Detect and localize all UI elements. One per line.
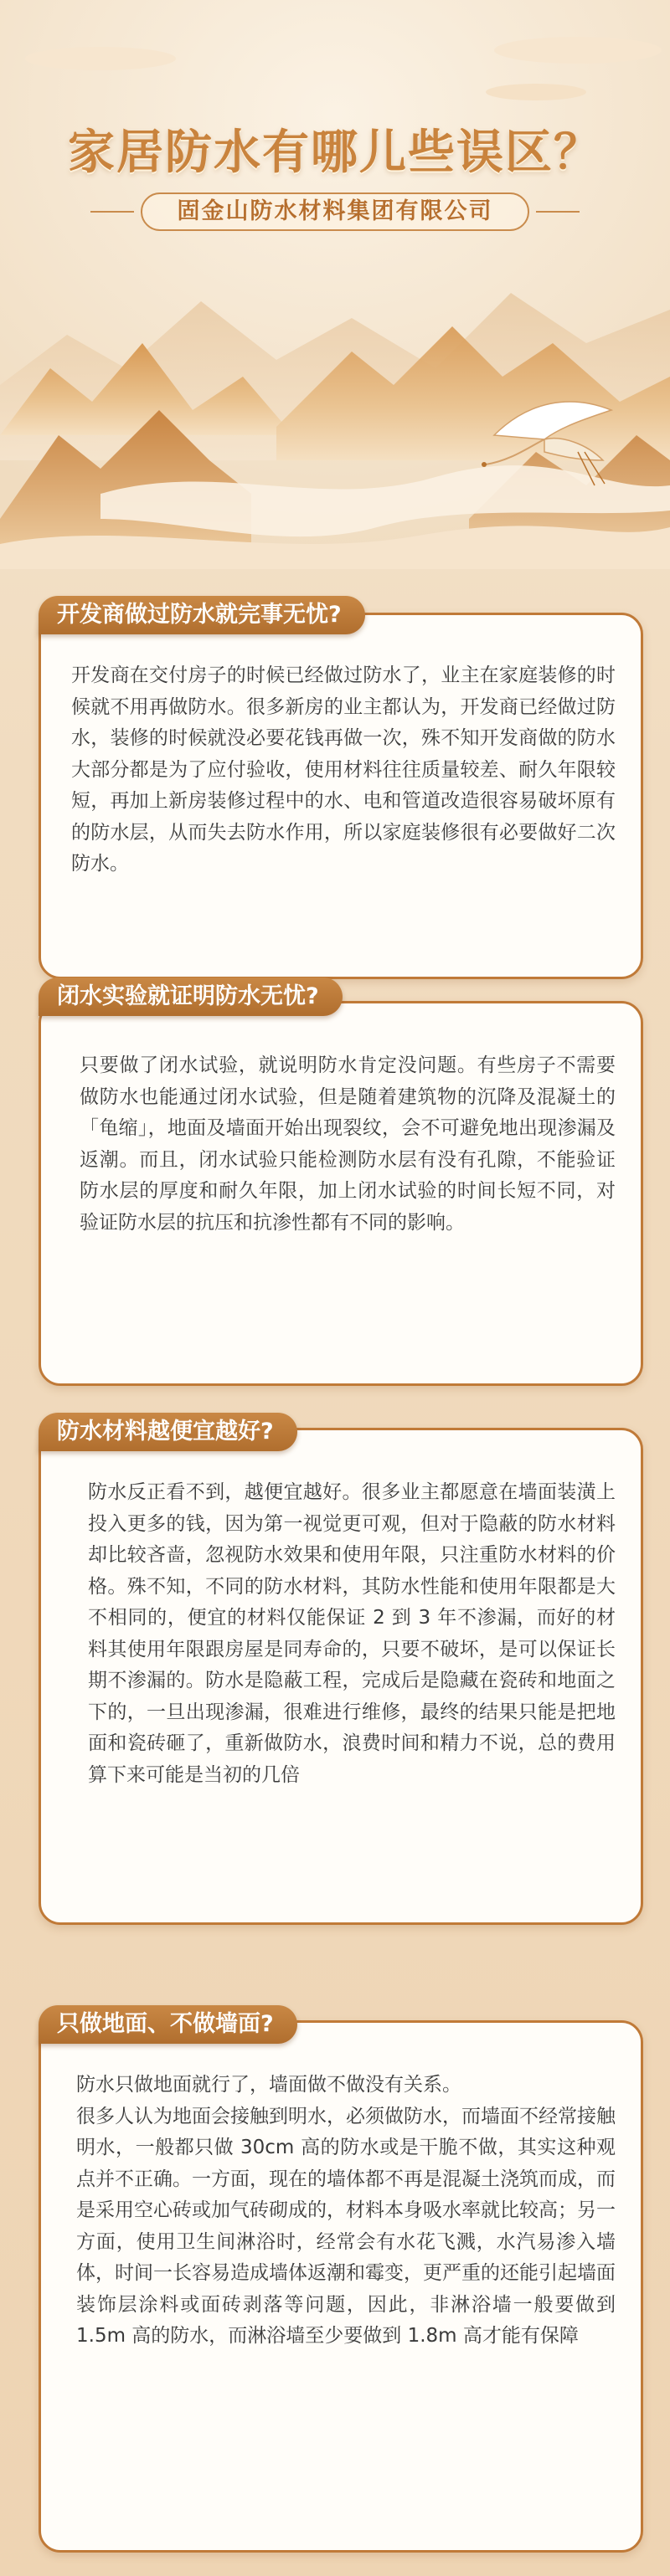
- section-card-3: [39, 1428, 643, 1925]
- section-card-1: [39, 613, 643, 979]
- section-1-body: 开发商在交付房子的时候已经做过防水了，业主在家庭装修的时候就不用再做防水。很多新房的业主都认为，开发商已经做过防水，装修的时候就没必要花钱再做一次，殊不知开发商做的防水大部分都是为了应付验收，使用材料往往质量较差、耐久年限较短，再加上新房装修过程中的水、电和管道改造很容易破坏原有的防水层，从而失去防水作用，所以家庭装修很有必要做好二次防水。: [71, 665, 616, 875]
- section-1-heading: 开发商做过防水就完事无忧?: [39, 596, 365, 634]
- section-4-body: 防水只做地面就行了，墙面做不做没有关系。 很多人认为地面会接触到明水，必须做防水，而墙面不经常接触明水，一般都只做 30cm 高的防水或是干脆不做，其实这种观点并不正确。一方面，现在的墙体都不再是混凝土浇筑而成，而是采用空心砖或加气砖砌成的，材料本身吸水率就比较高；另一方面，使用卫生间淋浴时，经常会有水花飞溅，水汽易渗入墙体，时间一长容易造成墙体返潮和霉变，更严重的还能引起墙面装饰层涂料或面砖剥落等问题，因此，非淋浴墙一般要做到 1.5m 高的防水，而淋浴墙至少要做到 1.8m 高才能有保障: [76, 2074, 616, 2347]
- section-3-body: 防水反正看不到，越便宜越好。很多业主都愿意在墙面装潢上投入更多的钱，因为第一视觉更可观，但对于隐蔽的防水材料却比较吝啬，忽视防水效果和使用年限，只注重防水材料的价格。殊不知，不同的防水材料，其防水性能和使用年限都是大不相同的，便宜的材料仅能保证 2 到 3 年不渗漏，而好的材料其使用年限跟房屋是同寿命的，只要不破坏，是可以保证长期不渗漏的。防水是隐蔽工程，完成后是隐藏在瓷砖和地面之下的，一旦出现渗漏，很难进行维修，最终的结果只能是把地面和瓷砖砸了，重新做防水，浪费时间和精力不说，总的费用算下来可能是当初的几倍: [88, 1481, 616, 1786]
- title-divider-right: [536, 211, 580, 213]
- mountain-landscape-illustration: [0, 243, 670, 569]
- section-4-heading: 只做地面、不做墙面?: [39, 2005, 297, 2044]
- section-card-2: [39, 1001, 643, 1386]
- section-2-heading: 闭水实验就证明防水无忧?: [39, 978, 343, 1016]
- section-card-4: [39, 2020, 643, 2553]
- header: [0, 0, 670, 569]
- title-divider-left: [90, 211, 134, 213]
- section-3-heading: 防水材料越便宜越好?: [39, 1413, 297, 1451]
- page-title: 家居防水有哪儿些误区？: [68, 125, 602, 180]
- company-badge: 固金山防水材料集团有限公司: [141, 192, 529, 231]
- section-2-body: 只要做了闭水试验，就说明防水肯定没问题。有些房子不需要做防水也能通过闭水试验，但是随着建筑物的沉降及混凝土的「龟缩」，地面及墙面开始出现裂纹，会不可避免地出现渗漏及返潮。而且，闭水试验只能检测防水层有没有孔隙，不能验证防水层的厚度和耐久年限，加上闭水试验的时间长短不同，对验证防水层的抗压和抗渗性都有不同的影响。: [80, 1055, 616, 1234]
